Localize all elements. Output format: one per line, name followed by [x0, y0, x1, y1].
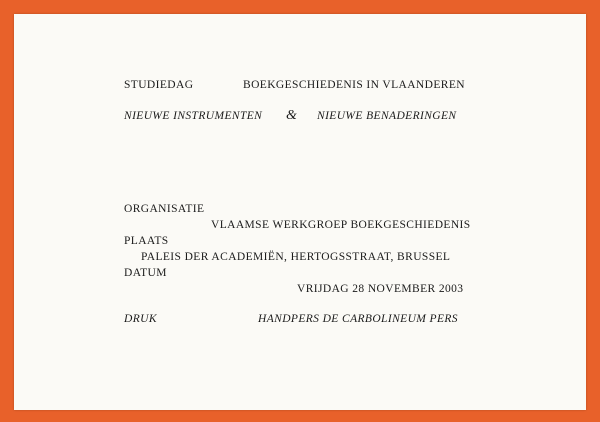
date-value: VRIJDAG 28 NOVEMBER 2003: [297, 283, 464, 295]
header-label: STUDIEDAG: [124, 79, 194, 91]
subtitle-ampersand: &: [286, 108, 298, 123]
invitation-card: [14, 14, 586, 410]
subtitle-right: NIEUWE BENADERINGEN: [317, 110, 457, 122]
print-value: HANDPERS DE CARBOLINEUM PERS: [258, 313, 458, 325]
print-label: DRUK: [124, 313, 157, 325]
header-title: BOEKGESCHIEDENIS IN VLAANDEREN: [243, 79, 465, 91]
subtitle-left: NIEUWE INSTRUMENTEN: [124, 110, 263, 122]
organisation-value: VLAAMSE WERKGROEP BOEKGESCHIEDENIS: [211, 219, 471, 231]
place-label: PLAATS: [124, 235, 169, 247]
place-value: PALEIS DER ACADEMIËN, HERTOGSSTRAAT, BRUSSEL: [141, 251, 451, 263]
organisation-label: ORGANISATIE: [124, 203, 205, 215]
date-label: DATUM: [124, 267, 167, 279]
